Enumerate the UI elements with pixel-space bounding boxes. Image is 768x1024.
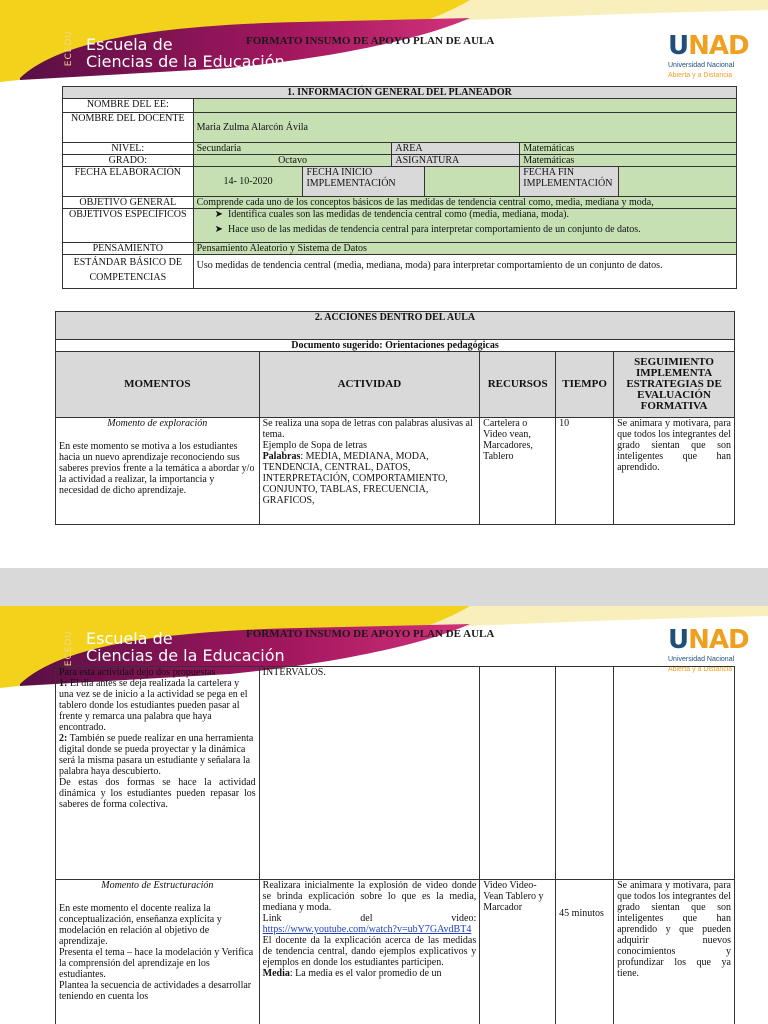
school-name-line1-2: Escuela de (86, 629, 173, 648)
col-tiempo: TIEMPO (556, 352, 614, 418)
asignatura-value: Matemáticas (520, 155, 737, 167)
estructuracion-text-2: Presenta el tema – hace la modelación y Verifica la comprensión del aprendizaje en los estudiantes. (59, 947, 254, 980)
video-link-label: Link del video: (262, 913, 477, 924)
logo-sub2: Abierta y a Distancia (668, 72, 733, 79)
exploracion-title: Momento de exploración (107, 418, 208, 429)
ecedu-label-2: ECEDU (64, 630, 74, 667)
estructuracion-text: En este momento el docente realiza la conceptualización, enseñanza explícita y modelación en relación al objetivo de aprendizaje. (59, 903, 222, 947)
propuesta-1: 1: El día antes se deja realizada la cartelera y una vez se de inicio a la actividad se pega en el tablero donde los estudiantes pueden pasar al frente y remarca una palabra que haya encontrado. (59, 678, 248, 733)
exploracion-seguimiento: Se animara y motivara, para que todos los integrantes del grado sientan que son inteligentes que han aprendido. (614, 418, 735, 525)
logo-sub1: Universidad Nacional (668, 62, 735, 69)
estructuracion-momento (56, 880, 260, 1024)
empty-tiempo-cont (556, 667, 614, 880)
nivel-value: Secundaria (193, 143, 392, 155)
logo-nad: NAD (688, 31, 749, 61)
section1-title: 1. INFORMACIÓN GENERAL DEL PLANEADOR (63, 87, 737, 99)
estructuracion-tiempo: 45 minutos (556, 880, 614, 1024)
obj-general-value: Comprende cada uno de los conceptos básicos de las medidas de tendencia central como, media, mediana y moda, (193, 197, 736, 209)
estructuracion-actividad (259, 880, 480, 1024)
info-table (62, 86, 737, 289)
exploracion-act-2: Ejemplo de Sopa de letras (262, 440, 367, 451)
document-title-2: FORMATO INSUMO DE APOYO PLAN DE AULA (246, 628, 495, 640)
estructuracion-act-2: El docente da la explicación acerca de las medidas de tendencia central, dando ejemplos explicativos y ejemplos en donde los estudiantes participen. (262, 935, 477, 968)
grado-value: Octavo (193, 155, 392, 167)
pensamiento-label: PENSAMIENTO (63, 243, 194, 255)
logo-u-2: U (668, 625, 689, 655)
propuestas-intro: Para esta actividad dejo dos propuestas (59, 667, 216, 678)
document-title: FORMATO INSUMO DE APOYO PLAN DE AULA (246, 35, 495, 47)
fecha-elab-value: 14- 10-2020 (193, 167, 303, 197)
video-link[interactable]: https://www.youtube.com/watch?v=ubY7GAvdBT4 (262, 924, 472, 935)
doc-sugerido: Documento sugerido: Orientaciones pedagógicas (56, 340, 735, 352)
school-name-line1: Escuela de (86, 35, 173, 54)
logo-sub1-2: Universidad Nacional (668, 656, 735, 663)
nombre-ee-label: NOMBRE DEL EE: (63, 99, 194, 113)
exploracion-text: En este momento se motiva a los estudiantes hacia un nuevo aprendizaje reconociendo sus saberes previos frente a la temática a abordar y/o la actividad a realizar, la importancia y necesidad de dicho aprendizaje. (59, 441, 255, 496)
estructuracion-act-1: Realizara inicialmente la explosión de video donde se brinda explicación sobre lo que es la media, mediana y moda. (262, 880, 477, 913)
obj-especifico-item: ➤ Identifica cuales son las medidas de tendencia central como (media, mediana, moda). (214, 209, 569, 220)
fecha-fin-label: FECHA FIN IMPLEMENTACIÓN (520, 167, 619, 197)
col-recursos: RECURSOS (480, 352, 556, 418)
exploracion-palabras: Palabras: MEDIA, MEDIANA, MODA, TENDENCIA, CENTRAL, DATOS, INTERPRETACIÓN, COMPORTAMIENTO, CONJUNTO, TABLAS, FRECUENCIA, GRAFICOS, (262, 451, 448, 506)
fecha-inicio-label: FECHA INICIO IMPLEMENTACIÓN (303, 167, 425, 197)
exploracion-tiempo: 10 (556, 418, 614, 525)
logo-sub2-2: Abierta y a Distancia (668, 666, 733, 673)
exploracion-momento-cont (56, 667, 260, 880)
estandar-label: ESTÁNDAR BÁSICO DE COMPETENCIAS (63, 255, 194, 289)
propuesta-cierre: De estas dos formas se hace la actividad dinámica y los estudiantes pueden repasar los saberes de forma colectiva. (59, 777, 256, 810)
estructuracion-text-3: Plantea la secuencia de actividades a desarrollar teniendo en cuenta los (59, 980, 252, 1002)
obj-especifico-item: ➤ Hace uso de las medidas de tendencia central para interpretar comportamiento de un conjunto de datos. (214, 224, 641, 235)
exploracion-actividad-cont: INTERVALOS. (259, 667, 480, 880)
area-label: AREA (392, 143, 520, 155)
fecha-inicio-value (425, 167, 520, 197)
exploracion-actividad (259, 418, 480, 525)
obj-especificos-label: OBJETIVOS ESPECÍFICOS (63, 209, 194, 243)
grado-label: GRADO: (63, 155, 194, 167)
fecha-elab-label: FECHA ELABORACIÓN (63, 167, 194, 197)
exploracion-momento (56, 418, 260, 525)
col-actividad: ACTIVIDAD (259, 352, 480, 418)
estructuracion-seguimiento: Se animara y motivara, para que todos los integrantes del grado sientan que son inteligentes que han aprendido y que pueden adquirir nuevos conocimientos y profundizar los que ya tiene. (614, 880, 735, 1024)
ecedu-label: ECEDU (64, 30, 74, 67)
col-seguimiento: SEGUIMIENTO IMPLEMENTA ESTRATEGIAS DE EVALUACIÓN FORMATIVA (614, 352, 735, 418)
exploracion-recursos: Cartelera o Video vean, Marcadores, Tablero (480, 418, 556, 525)
school-name-line2-2: Ciencias de la Educación (86, 646, 285, 665)
fecha-fin-value (619, 167, 737, 197)
estructuracion-recursos: Video Video-Vean Tablero y Marcador (480, 880, 556, 1024)
obj-general-label: OBJETIVO GENERAL (63, 197, 194, 209)
nivel-label: NIVEL: (63, 143, 194, 155)
section2-title: 2. ACCIONES DENTRO DEL AULA (56, 312, 735, 340)
page-2 (0, 606, 768, 1024)
unad-logo (668, 32, 748, 84)
col-momentos: MOMENTOS (56, 352, 260, 418)
empty-seguimiento-cont (614, 667, 735, 880)
pensamiento-value: Pensamiento Aleatorio y Sistema de Datos (193, 243, 736, 255)
obj-especificos-list (193, 209, 736, 243)
estandar-value: Uso medidas de tendencia central (media, mediana, moda) para interpretar comportamiento de un conjunto de datos. (193, 255, 736, 289)
media-definition: Media: La media es el valor promedio de un (262, 968, 442, 979)
actions-table-continued (55, 666, 735, 1024)
nombre-ee-value (193, 99, 736, 113)
exploracion-act-1: Se realiza una sopa de letras con palabras alusivas al tema. (262, 418, 473, 440)
docente-label: NOMBRE DEL DOCENTE (63, 113, 194, 143)
logo-u: U (668, 31, 689, 61)
estructuracion-title: Momento de Estructuración (101, 880, 214, 891)
school-name-line2: Ciencias de la Educación (86, 52, 285, 71)
propuesta-2: 2: También se puede realizar en una herramienta digital donde se pueda proyectar y la dinámica será la misma pasara un estudiante y señalara la palabra haya descubierto. (59, 733, 254, 777)
logo-nad-2: NAD (688, 625, 749, 655)
empty-recursos-cont (480, 667, 556, 880)
docente-value: Maria Zulma Alarcón Ávila (193, 113, 736, 143)
asignatura-label: ASIGNATURA (392, 155, 520, 167)
actions-table (55, 311, 735, 525)
area-value: Matemáticas (520, 143, 737, 155)
